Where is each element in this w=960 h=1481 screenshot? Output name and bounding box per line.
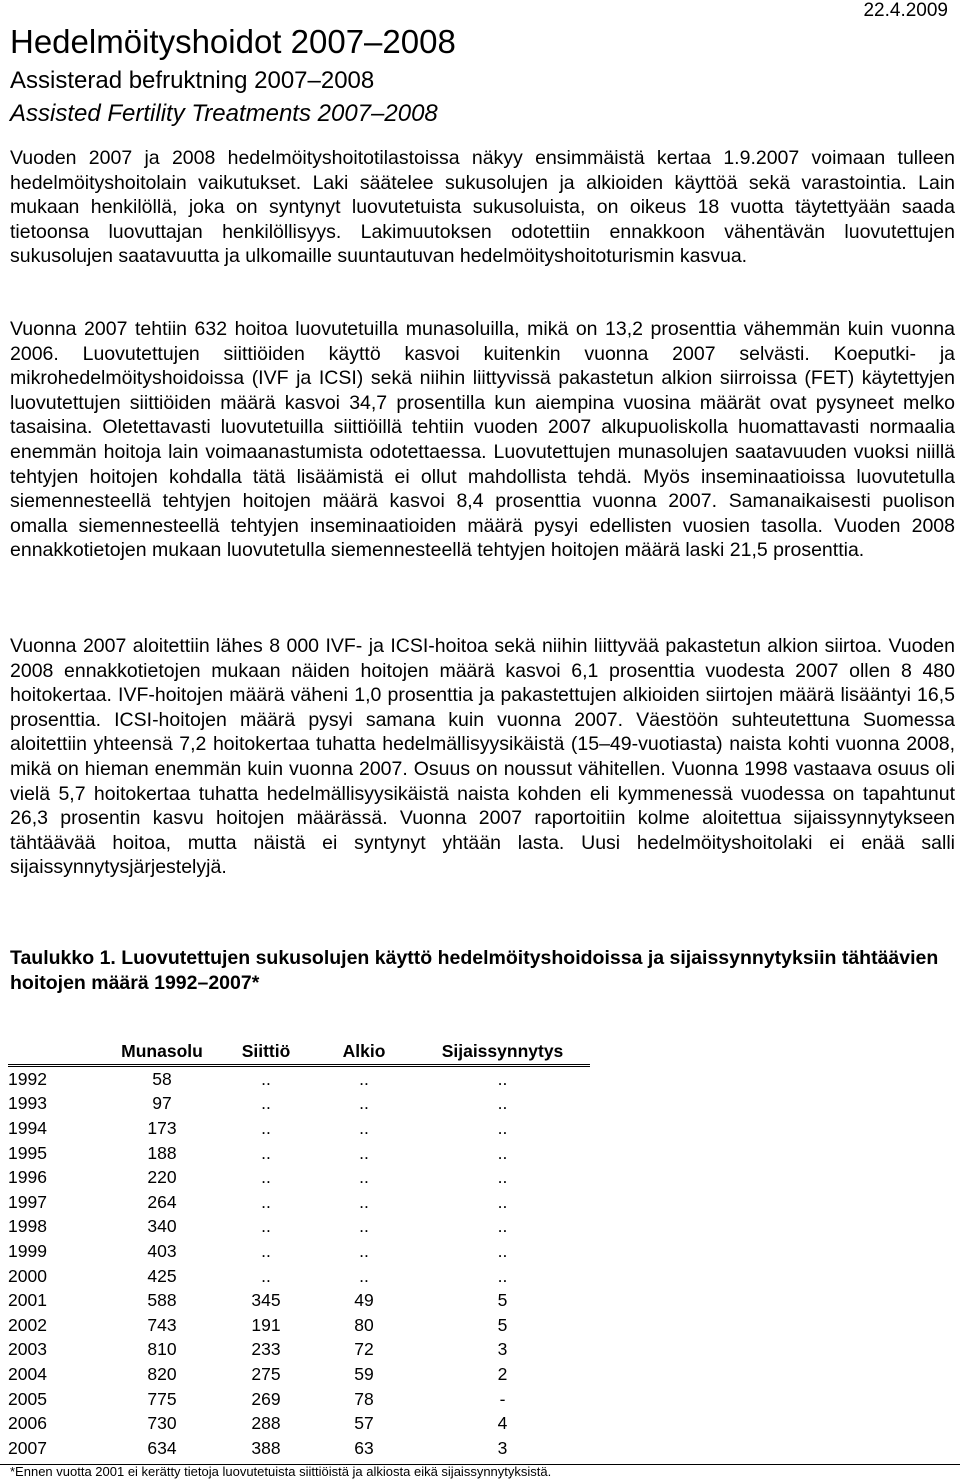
siittio-cell: .. (261, 1216, 271, 1237)
munasolu-cell: 340 (147, 1216, 177, 1237)
subtitle-english: Assisted Fertility Treatments 2007–2008 (10, 100, 438, 127)
munasolu-cell: 743 (147, 1314, 177, 1335)
sijaissynnytys-cell: .. (497, 1068, 508, 1089)
document-date: 22.4.2009 (863, 0, 948, 21)
munasolu-cell: 58 (152, 1068, 172, 1089)
alkio-cell: .. (359, 1068, 369, 1089)
table-caption: Taulukko 1. Luovutettujen sukusolujen käyttö hedelmöityshoidoissa ja sijaissynnytyksiin tähtäävien hoitojen määrä 1992–2007* (10, 947, 939, 994)
year-cell: 1993 (8, 1093, 47, 1114)
sijaissynnytys-cell: .. (497, 1117, 508, 1138)
table-row (8, 1141, 590, 1166)
alkio-cell: 72 (354, 1339, 374, 1360)
column-header-alkio: Alkio (313, 1038, 415, 1066)
siittio-cell: 388 (251, 1437, 281, 1458)
munasolu-cell: 97 (152, 1093, 172, 1114)
year-cell: 2007 (8, 1437, 47, 1458)
munasolu-cell: 425 (147, 1265, 177, 1286)
siittio-cell: .. (261, 1142, 271, 1163)
table-header-row (8, 1038, 590, 1066)
sijaissynnytys-cell: 5 (497, 1290, 508, 1311)
munasolu-cell: 173 (147, 1117, 177, 1138)
siittio-cell: 345 (251, 1290, 281, 1311)
column-header-sijaissynnytys: Sijaissynnytys (415, 1038, 590, 1066)
sijaissynnytys-cell: - (499, 1388, 506, 1409)
table-row (8, 1066, 590, 1092)
siittio-cell: .. (261, 1093, 271, 1114)
year-cell: 1996 (8, 1167, 47, 1188)
table-row (8, 1116, 590, 1141)
siittio-cell: .. (261, 1191, 271, 1212)
sijaissynnytys-cell: .. (497, 1191, 508, 1212)
munasolu-cell: 403 (147, 1240, 177, 1261)
table-row (8, 1313, 590, 1338)
table-body (8, 1066, 590, 1461)
table-row (8, 1387, 590, 1412)
siittio-cell: 288 (251, 1413, 281, 1434)
sijaissynnytys-cell: 3 (497, 1339, 508, 1360)
paragraph-ivf-icsi: Vuonna 2007 aloitettiin lähes 8 000 IVF- ja ICSI-hoitoa sekä niihin liittyvää pakastetun alkion siirtoa. Vuoden 2008 ennakkotietojen mukaan näiden hoitojen määrä kasvoi 6,1 prosenttia vuodesta 2007 ollen 8 480 hoitokertaa. IVF-hoitojen määrä väheni 1,0 prosenttia ja pakastettujen alkioiden siirtojen määrä lisääntyi 16,5 prosenttia. ICSI-hoitojen määrä pysyi samana kuin vuonna 2007. Väestöön suhteutettuna Suomessa aloitettiin yhteensä 7,2 hoitokertaa tuhatta hedelmällisyysikäistä (15–49-vuotiasta) naista kohti vuonna 2008, mikä on hieman enemmän kuin vuonna 2007. Osuus on noussut vähitellen. Vuonna 1998 vastaava osuus oli vielä 5,7 hoitokertaa tuhatta hedelmällisyysikäistä naista kohden eli kymmenessä vuodessa on tapahtunut 26,3 prosentin kasvu hoitojen määrässä. Vuonna 2007 raportoitiin kolme aloitettua sijaissynnytykseen tähtäävää hoitoa, mutta näistä ei syntynyt yhtään lasta. Uusi hedelmöityshoitolaki ei enää salli sijaissynnytysjärjestelyjä. (10, 635, 955, 879)
munasolu-cell: 775 (147, 1388, 177, 1409)
siittio-cell: .. (261, 1068, 271, 1089)
subtitle-swedish: Assisterad befruktning 2007–2008 (10, 67, 375, 94)
alkio-cell: 59 (354, 1363, 374, 1384)
year-cell: 1998 (8, 1216, 47, 1237)
year-cell: 2001 (8, 1290, 47, 1311)
sijaissynnytys-cell: .. (497, 1240, 508, 1261)
year-cell: 1997 (8, 1191, 47, 1212)
donation-table (8, 1038, 590, 1461)
munasolu-cell: 188 (147, 1142, 177, 1163)
alkio-cell: 80 (354, 1314, 374, 1335)
year-cell: 2003 (8, 1339, 47, 1360)
siittio-cell: .. (261, 1240, 271, 1261)
year-cell: 1999 (8, 1240, 47, 1261)
munasolu-cell: 634 (147, 1437, 177, 1458)
alkio-cell: 63 (354, 1437, 374, 1458)
munasolu-cell: 820 (147, 1363, 177, 1384)
year-cell: 1992 (8, 1068, 47, 1089)
alkio-cell: .. (359, 1191, 369, 1212)
siittio-cell: .. (261, 1265, 271, 1286)
sijaissynnytys-cell: 5 (497, 1314, 508, 1335)
siittio-cell: 269 (251, 1388, 281, 1409)
table-row (8, 1264, 590, 1289)
alkio-cell: .. (359, 1117, 369, 1138)
table-row (8, 1215, 590, 1240)
siittio-cell: .. (261, 1117, 271, 1138)
sijaissynnytys-cell: 4 (497, 1413, 508, 1434)
table-row (8, 1190, 590, 1215)
year-cell: 2005 (8, 1388, 47, 1409)
column-header-siittio: Siittiö (219, 1038, 313, 1066)
sijaissynnytys-cell: .. (497, 1265, 508, 1286)
siittio-cell: .. (261, 1167, 271, 1188)
alkio-cell: .. (359, 1167, 369, 1188)
year-cell: 2002 (8, 1314, 47, 1335)
sijaissynnytys-cell: .. (497, 1093, 508, 1114)
year-cell: 2006 (8, 1413, 47, 1434)
table-row (8, 1436, 590, 1461)
alkio-cell: .. (359, 1142, 369, 1163)
table-row (8, 1092, 590, 1117)
sijaissynnytys-cell: 3 (497, 1437, 508, 1458)
table-row (8, 1362, 590, 1387)
year-cell: 2004 (8, 1363, 47, 1384)
table-row (8, 1165, 590, 1190)
year-cell: 1994 (8, 1117, 47, 1138)
year-cell: 2000 (8, 1265, 47, 1286)
table-row (8, 1338, 590, 1363)
sijaissynnytys-cell: .. (497, 1216, 508, 1237)
alkio-cell: .. (359, 1216, 369, 1237)
table-row (8, 1288, 590, 1313)
sijaissynnytys-cell: .. (497, 1142, 508, 1163)
paragraph-law-effects: Vuoden 2007 ja 2008 hedelmöityshoitotilastoissa näkyy ensimmäistä kertaa 1.9.2007 voimaan tulleen hedelmöityshoitolain vaikutukset. Laki säätelee sukusolujen ja alkioiden käyttöä sekä varastointia. Lain mukaan henkilöllä, joka on syntynyt luovutetuista sukusoluista, on oikeus 18 vuotta täytettyään saada tietoonsa luovuttajan henkilöllisyys. Lakimuutoksen odotettiin ennakkoon vähentävän luovutettujen sukusolujen saatavuutta ja ulkomaille suuntautuvan hedelmöityshoitoturismin kasvua. (10, 147, 955, 268)
siittio-cell: 191 (251, 1314, 281, 1335)
munasolu-cell: 264 (147, 1191, 177, 1212)
alkio-cell: 57 (354, 1413, 374, 1434)
column-header-munasolu: Munasolu (105, 1038, 219, 1066)
munasolu-cell: 588 (147, 1290, 177, 1311)
year-cell: 1995 (8, 1142, 47, 1163)
sijaissynnytys-cell: 2 (497, 1363, 508, 1384)
page-title: Hedelmöityshoidot 2007–2008 (10, 23, 456, 60)
column-header-year (8, 1038, 105, 1066)
alkio-cell: .. (359, 1093, 369, 1114)
munasolu-cell: 730 (147, 1413, 177, 1434)
siittio-cell: 275 (251, 1363, 281, 1384)
paragraph-donated-gametes: Vuonna 2007 tehtiin 632 hoitoa luovutetuilla munasoluilla, mikä on 13,2 prosenttia vähemmän kuin vuonna 2006. Luovutettujen siittiöiden käyttö kasvoi kuitenkin vuonna 2007 selvästi. Koeputki- ja mikrohedelmöityshoidoissa (IVF ja ICSI) sekä niihin liittyvissä pakastetun alkion siirroissa (FET) käytettyjen luovutettujen siittiöiden määrä kasvoi 34,7 prosentilla kun aiempina vuosina määrät ovat pysyneet melko tasaisina. Oletettavasti luovutetuilla siittiöillä tehtiin vuoden 2007 alkupuoliskolla huomattavasti normaalia enemmän hoitoja lain voimaanastumista odotettaessa. Luovutettujen munasolujen saatavuuden vuoksi niillä tehtyjen hoitojen kohdalla tätä lisäämistä ei ollut mahdollista tehdä. Myös inseminaatioissa luovutetulla siemennesteellä tehtyjen hoitojen määrä kasvoi 8,4 prosenttia vuonna 2007. Samanaikaisesti puolison omalla siemennesteellä tehtyjen inseminaatioiden määrä pysyi edellisten vuosien tasolla. Vuoden 2008 ennakkotietojen mukaan luovutetulla siemennesteellä tehtyjen hoitojen määrä laski 21,5 prosenttia. (10, 318, 955, 562)
table-row (8, 1411, 590, 1436)
alkio-cell: .. (359, 1265, 369, 1286)
alkio-cell: 78 (354, 1388, 374, 1409)
sijaissynnytys-cell: .. (497, 1167, 508, 1188)
munasolu-cell: 810 (147, 1339, 177, 1360)
table-footnote: *Ennen vuotta 2001 ei kerätty tietoja luovutetuista siittiöistä ja alkiosta eikä sijaissynnytyksistä. (10, 1464, 552, 1479)
siittio-cell: 233 (251, 1339, 281, 1360)
table-row (8, 1239, 590, 1264)
alkio-cell: 49 (354, 1290, 374, 1311)
munasolu-cell: 220 (147, 1167, 177, 1188)
alkio-cell: .. (359, 1240, 369, 1261)
